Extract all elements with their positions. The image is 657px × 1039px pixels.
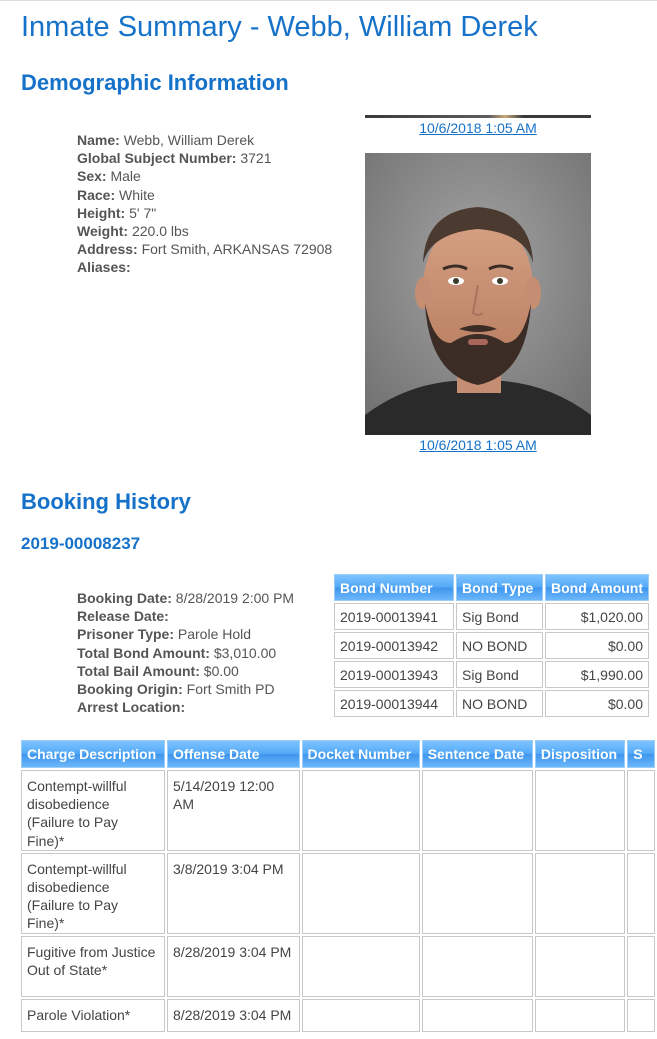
bond-header-row — [334, 574, 649, 601]
sentence-date-cell — [422, 936, 533, 997]
mugshot-image — [365, 153, 591, 435]
sentence-date-cell — [422, 853, 533, 934]
charge-description-cell: Fugitive from Justice Out of State* — [21, 936, 165, 997]
disposition-cell — [535, 853, 625, 934]
column-header-disposition[interactable]: Disposition — [535, 740, 625, 768]
arrest-location-row: Arrest Location: — [77, 699, 186, 716]
bond-number-cell: 2019-00013942 — [334, 632, 454, 659]
table-row — [21, 936, 655, 997]
demographic-heading: Demographic Information — [21, 70, 289, 95]
demographic-info — [77, 131, 332, 277]
aliases-row: Aliases: — [77, 259, 131, 276]
bond-table — [332, 572, 651, 719]
charges-table — [19, 738, 657, 1034]
table-row — [334, 690, 649, 717]
photo-date-link-2[interactable]: 10/6/2018 1:05 AM — [419, 437, 537, 453]
total-bail-row: Total Bail Amount: $0.00 — [77, 662, 239, 679]
bond-amount-cell: $1,990.00 — [545, 661, 649, 688]
disposition-cell — [535, 999, 625, 1032]
address-row: Address: Fort Smith, ARKANSAS 72908 — [77, 241, 333, 258]
bond-number-cell: 2019-00013943 — [334, 661, 454, 688]
bond-type-cell: NO BOND — [456, 632, 543, 659]
charges-header-row — [21, 740, 655, 768]
table-row — [21, 770, 655, 851]
column-header-bond-number[interactable]: Bond Number — [334, 574, 454, 601]
docket-number-cell — [302, 936, 420, 997]
disposition-cell — [535, 936, 625, 997]
booking-info — [77, 589, 294, 716]
truncated-cell — [627, 936, 655, 997]
booking-number: 2019-00008237 — [21, 534, 141, 553]
offense-date-cell: 3/8/2019 3:04 PM — [167, 853, 300, 934]
table-row — [334, 661, 649, 688]
column-header-sentence-date[interactable]: Sentence Date — [422, 740, 533, 768]
release-date-row: Release Date: — [77, 608, 169, 625]
table-row — [334, 632, 649, 659]
bond-amount-cell: $0.00 — [545, 690, 649, 717]
truncated-cell — [627, 770, 655, 851]
weight-row: Weight: 220.0 lbs — [77, 223, 189, 240]
total-bond-row: Total Bond Amount: $3,010.00 — [77, 644, 277, 661]
docket-number-cell — [302, 770, 420, 851]
previous-photo-thumbnail[interactable] — [365, 115, 591, 118]
page-title: Inmate Summary - Webb, William Derek — [21, 11, 538, 43]
offense-date-cell: 8/28/2019 3:04 PM — [167, 936, 300, 997]
column-header-bond-type[interactable]: Bond Type — [456, 574, 543, 601]
sentence-date-cell — [422, 999, 533, 1032]
prisoner-type-row: Prisoner Type: Parole Hold — [77, 626, 252, 643]
truncated-cell — [627, 999, 655, 1032]
sentence-date-cell — [422, 770, 533, 851]
column-header-charge-description[interactable]: Charge Description — [21, 740, 165, 768]
bond-amount-cell: $1,020.00 — [545, 603, 649, 630]
column-header-docket-number[interactable]: Docket Number — [302, 740, 420, 768]
column-header-offense-date[interactable]: Offense Date — [167, 740, 300, 768]
docket-number-cell — [302, 999, 420, 1032]
race-row: Race: White — [77, 186, 155, 203]
sex-row: Sex: Male — [77, 168, 141, 185]
column-header-bond-amount[interactable]: Bond Amount — [545, 574, 649, 601]
charge-description-cell: Contempt-willful disobedience (Failure to Pay Fine)* — [21, 853, 165, 934]
booking-history-heading: Booking History — [21, 489, 191, 514]
charge-description-cell: Parole Violation* — [21, 999, 165, 1032]
bond-number-cell: 2019-00013944 — [334, 690, 454, 717]
bond-type-cell: Sig Bond — [456, 661, 543, 688]
bond-type-cell: Sig Bond — [456, 603, 543, 630]
truncated-cell — [627, 853, 655, 934]
booking-origin-row: Booking Origin: Fort Smith PD — [77, 681, 275, 698]
height-row: Height: 5' 7" — [77, 204, 157, 221]
table-row — [334, 603, 649, 630]
booking-date-row: Booking Date: 8/28/2019 2:00 PM — [77, 590, 295, 606]
bond-type-cell: NO BOND — [456, 690, 543, 717]
disposition-cell — [535, 770, 625, 851]
docket-number-cell — [302, 853, 420, 934]
subject-number-row: Global Subject Number: 3721 — [77, 150, 272, 167]
bond-amount-cell: $0.00 — [545, 632, 649, 659]
offense-date-cell: 8/28/2019 3:04 PM — [167, 999, 300, 1032]
name-row: Name: Webb, William Derek — [77, 132, 255, 148]
top-divider — [0, 0, 657, 1]
inmate-photo[interactable] — [365, 153, 591, 435]
bond-number-cell: 2019-00013941 — [334, 603, 454, 630]
column-header-truncated[interactable]: S — [627, 740, 655, 768]
offense-date-cell: 5/14/2019 12:00 AM — [167, 770, 300, 851]
table-row — [21, 999, 655, 1032]
photo-date-link-1[interactable]: 10/6/2018 1:05 AM — [419, 120, 537, 136]
charge-description-cell: Contempt-willful disobedience (Failure to Pay Fine)* — [21, 770, 165, 851]
table-row — [21, 853, 655, 934]
